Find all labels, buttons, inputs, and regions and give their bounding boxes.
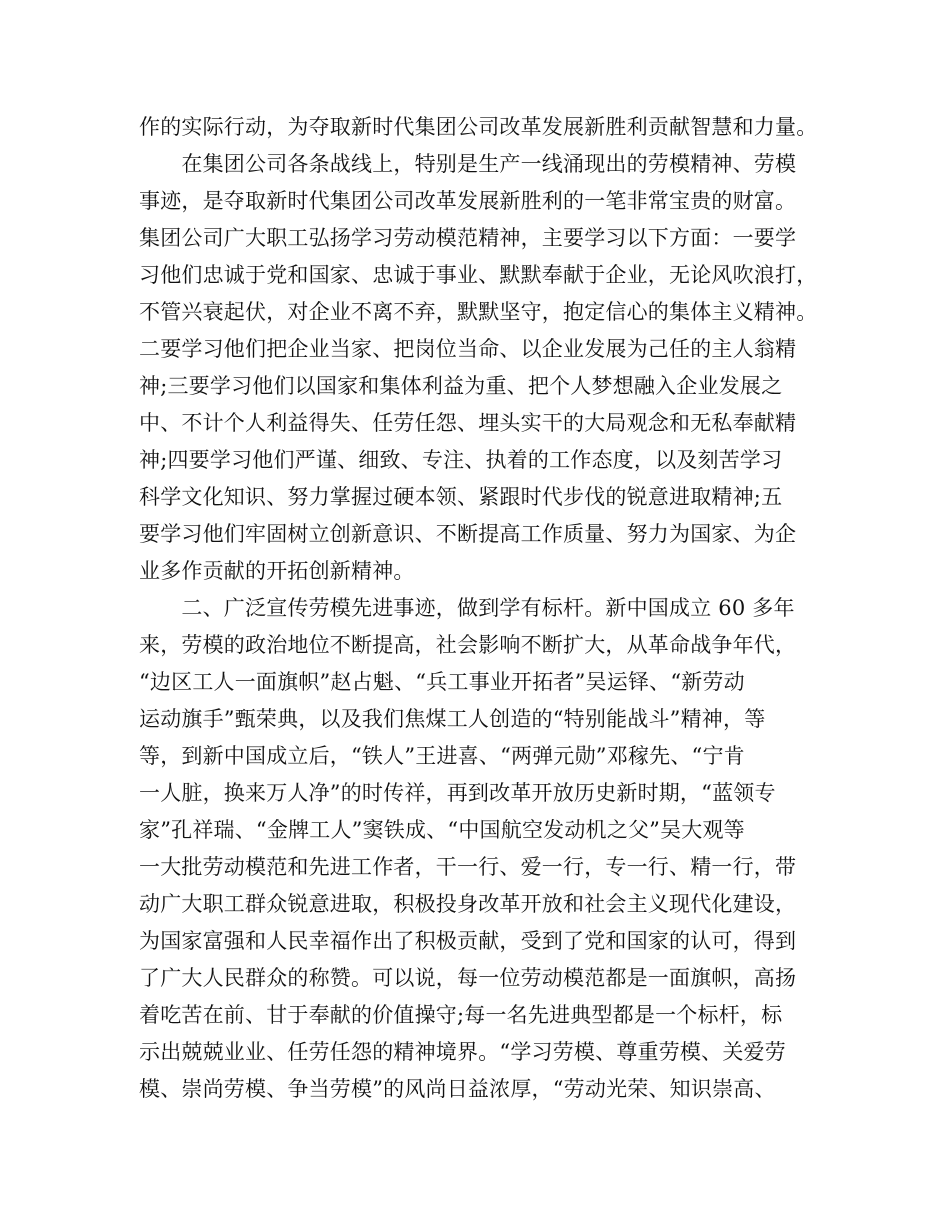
text-line: 二要学习他们把企业当家、把岗位当命、以企业发展为己任的主人翁精 <box>139 337 797 361</box>
text-line: 模、崇尚劳模、争当劳模”的风尚日益浓厚，“劳动光荣、知识崇高、 <box>139 1077 776 1101</box>
text-line: 在集团公司各条战线上，特别是生产一线涌现出的劳模精神、劳模 <box>139 152 797 176</box>
text-line: 作的实际行动，为夺取新时代集团公司改革发展新胜利贡献智慧和力量。 <box>139 115 818 139</box>
text-line: 不管兴衰起伏，对企业不离不弃，默默坚守，抱定信心的集体主义精神。 <box>139 300 818 324</box>
text-line: 动广大职工群众锐意进取，积极投身改革开放和社会主义现代化建设， <box>139 892 797 916</box>
text-line: 运动旗手”甄荣典，以及我们焦煤工人创造的“特别能战斗”精神，等 <box>139 707 766 731</box>
text-line: 业多作贡献的开拓创新精神。 <box>139 559 415 583</box>
text-line: 科学文化知识、努力掌握过硬本领、紧跟时代步伐的锐意进取精神;五 <box>139 485 783 509</box>
text-line: 为国家富强和人民幸福作出了积极贡献，受到了党和国家的认可，得到 <box>139 929 797 953</box>
text-line: 示出兢兢业业、任劳任怨的精神境界。“学习劳模、尊重劳模、关爱劳 <box>139 1040 786 1064</box>
text-line: 中、不计个人利益得失、任劳任怨、埋头实干的大局观念和无私奉献精 <box>139 411 797 435</box>
text-line: 事迹，是夺取新时代集团公司改革发展新胜利的一笔非常宝贵的财富。 <box>139 189 797 213</box>
document-body <box>139 109 829 1108</box>
text-line: “边区工人一面旗帜”赵占魁、“兵工事业开拓者”吴运铎、“新劳动 <box>139 670 745 694</box>
text-line: 来，劳模的政治地位不断提高，社会影响不断扩大，从革命战争年代， <box>139 633 797 657</box>
text-line: 二、广泛宣传劳模先进事迹，做到学有标杆。新中国成立 60 多年 <box>139 596 795 620</box>
text-line: 家”孔祥瑞、“金牌工人”窦铁成、“中国航空发动机之父”吴大观等 <box>139 818 745 842</box>
text-line: 了广大人民群众的称赞。可以说，每一位劳动模范都是一面旗帜，高扬 <box>139 966 797 990</box>
text-line: 习他们忠诚于党和国家、忠诚于事业、默默奉献于企业，无论风吹浪打， <box>139 263 818 287</box>
text-line: 一大批劳动模范和先进工作者，干一行、爱一行，专一行、精一行，带 <box>139 855 797 879</box>
text-line: 要学习他们牢固树立创新意识、不断提高工作质量、努力为国家、为企 <box>139 522 797 546</box>
text-line: 一人脏，换来万人净”的时传祥，再到改革开放历史新时期，“蓝领专 <box>139 781 776 805</box>
text-line: 等，到新中国成立后，“铁人”王进喜、“两弹元勋”邓稼先、“宁肯 <box>139 744 745 768</box>
text-line: 神;四要学习他们严谨、细致、专注、执着的工作态度，以及刻苦学习 <box>139 448 783 472</box>
text-line: 着吃苦在前、甘于奉献的价值操守;每一名先进典型都是一个标杆，标 <box>139 1003 783 1027</box>
text-line: 集团公司广大职工弘扬学习劳动模范精神，主要学习以下方面：一要学 <box>139 226 797 250</box>
text-line: 神;三要学习他们以国家和集体利益为重、把个人梦想融入企业发展之 <box>139 374 783 398</box>
